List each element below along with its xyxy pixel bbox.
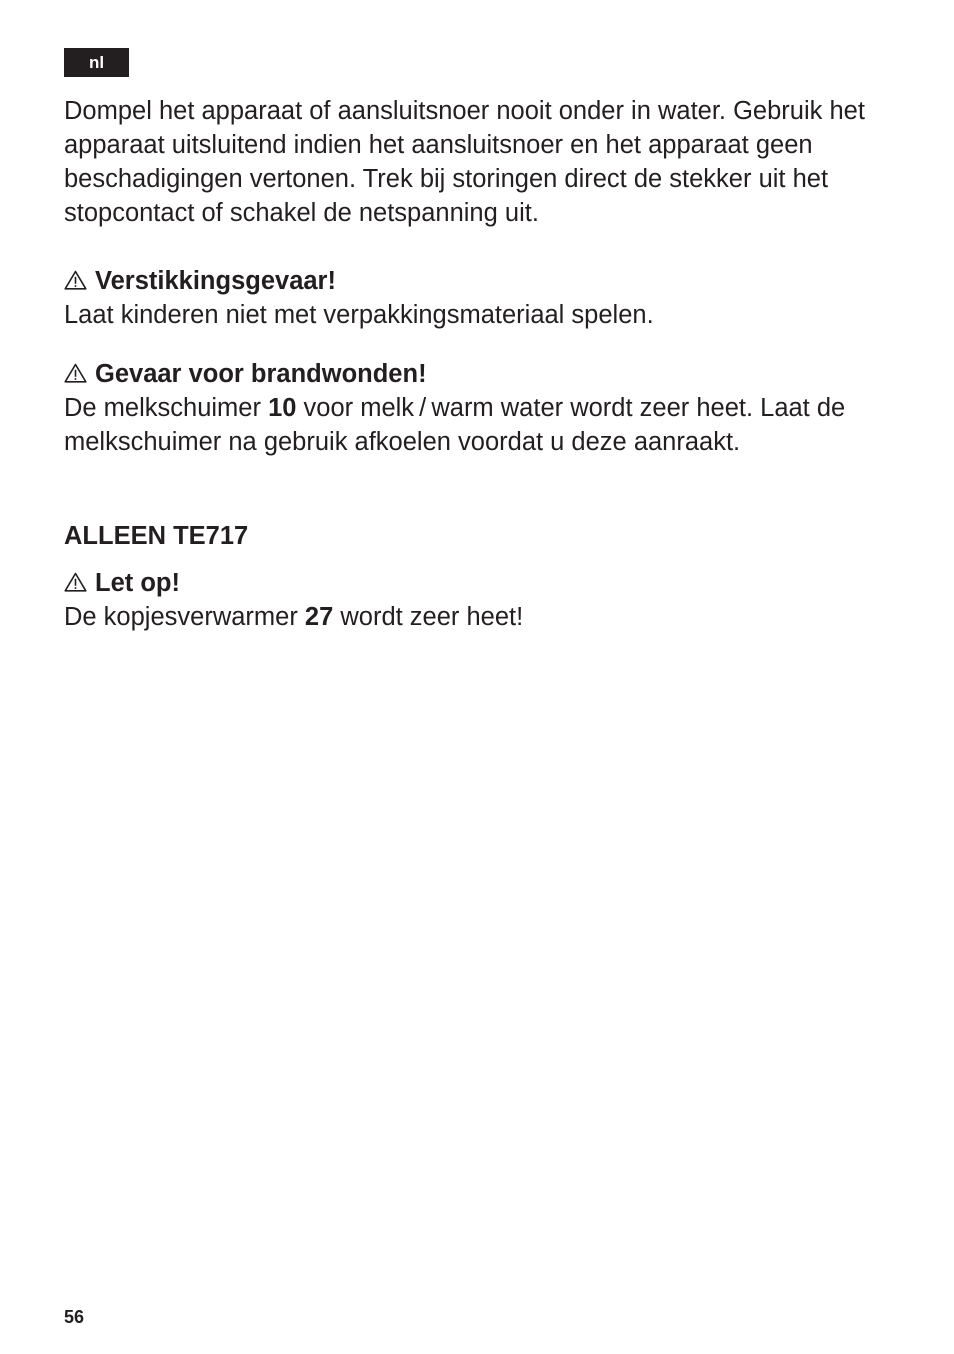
- warning-text: [64, 600, 894, 634]
- warning-text-start: De kopjesverwarmer: [64, 603, 305, 631]
- warning-text: Laat kinderen niet met verpakkingsmateriaal spelen.: [64, 301, 654, 329]
- warning-text: [64, 391, 894, 459]
- warning-title: [64, 357, 894, 391]
- warning-triangle-icon: [64, 363, 87, 383]
- warning-text-end: voor melk / warm water wordt zeer heet. Laat de melkschuimer na gebruik afkoelen voordat u deze aanraakt.: [64, 394, 846, 456]
- warning-title: [64, 566, 894, 600]
- language-badge: nl: [64, 48, 129, 77]
- warning-suffocation: [64, 264, 894, 332]
- part-reference-number: 27: [304, 603, 334, 631]
- warning-title-text: Verstikkingsgevaar!: [95, 267, 336, 295]
- warning-title-text: Let op!: [95, 569, 180, 597]
- intro-paragraph: Dompel het apparaat of aansluitsnoer nooit onder in water. Gebruik het apparaat uitsluitend indien het aansluitsnoer en het apparaat geen beschadigingen vertonen. Trek bij storingen direct de stekker uit het stopcontact of schakel de netspanning uit.: [64, 97, 865, 227]
- section-heading: ALLEEN TE717: [64, 522, 249, 550]
- warning-attention: [64, 566, 894, 634]
- warning-text-end: wordt zeer heet!: [333, 603, 524, 631]
- page-content: [64, 94, 894, 634]
- warning-title: [64, 264, 894, 298]
- warning-title-text: Gevaar voor brandwonden!: [95, 360, 427, 388]
- warning-text-start: De melkschuimer: [64, 394, 269, 422]
- page-number: 56: [64, 1307, 85, 1327]
- part-reference-number: 10: [268, 394, 297, 422]
- warning-burns: [64, 357, 894, 459]
- warning-triangle-icon: [64, 572, 87, 592]
- warning-triangle-icon: [64, 270, 87, 290]
